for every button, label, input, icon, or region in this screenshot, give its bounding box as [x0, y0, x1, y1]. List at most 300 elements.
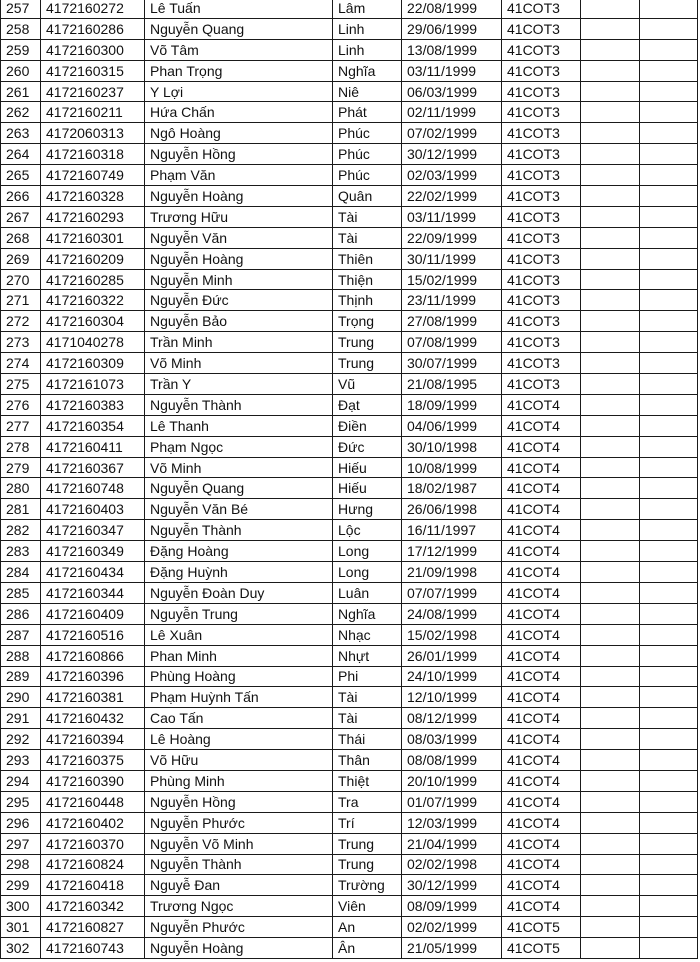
class-code: 41COT3: [502, 206, 581, 227]
class-code: 41COT3: [502, 332, 581, 353]
empty-cell: [640, 394, 698, 415]
empty-cell: [640, 603, 698, 624]
table-row: [1, 353, 698, 374]
empty-cell: [640, 0, 698, 18]
given-name: Ân: [333, 938, 402, 959]
date-of-birth: 08/03/1999: [402, 729, 502, 750]
row-number: 302: [1, 938, 41, 959]
row-number: 268: [1, 227, 41, 248]
table-row: [1, 0, 698, 18]
row-number: 267: [1, 206, 41, 227]
empty-cell: [581, 875, 640, 896]
surname-middle-name: Võ Minh: [145, 353, 333, 374]
empty-cell: [640, 896, 698, 917]
empty-cell: [640, 520, 698, 541]
student-id: 4172160743: [41, 938, 145, 959]
empty-cell: [581, 269, 640, 290]
given-name: Viên: [333, 896, 402, 917]
date-of-birth: 26/01/1999: [402, 645, 502, 666]
empty-cell: [581, 144, 640, 165]
empty-cell: [640, 645, 698, 666]
table-row: [1, 770, 698, 791]
student-id: 4172160403: [41, 499, 145, 520]
date-of-birth: 03/11/1999: [402, 60, 502, 81]
student-id: 4172160349: [41, 541, 145, 562]
given-name: Thân: [333, 750, 402, 771]
date-of-birth: 15/02/1998: [402, 624, 502, 645]
empty-cell: [640, 311, 698, 332]
table-row: [1, 854, 698, 875]
row-number: 286: [1, 603, 41, 624]
class-code: 41COT3: [502, 39, 581, 60]
table-row: [1, 791, 698, 812]
given-name: Phúc: [333, 165, 402, 186]
student-id: 4172160367: [41, 457, 145, 478]
student-id: 4172160411: [41, 436, 145, 457]
table-row: [1, 478, 698, 499]
empty-cell: [640, 812, 698, 833]
table-row: [1, 708, 698, 729]
date-of-birth: 18/02/1987: [402, 478, 502, 499]
date-of-birth: 17/12/1999: [402, 541, 502, 562]
date-of-birth: 15/02/1999: [402, 269, 502, 290]
class-code: 41COT4: [502, 687, 581, 708]
surname-middle-name: Nguyễn Đoàn Duy: [145, 582, 333, 603]
row-number: 292: [1, 729, 41, 750]
surname-middle-name: Nguyễn Hồng: [145, 144, 333, 165]
empty-cell: [581, 896, 640, 917]
table-row: [1, 81, 698, 102]
student-id: 4172160827: [41, 917, 145, 938]
table-row: [1, 123, 698, 144]
empty-cell: [581, 645, 640, 666]
surname-middle-name: Nguyễn Trung: [145, 603, 333, 624]
surname-middle-name: Phùng Hoàng: [145, 666, 333, 687]
empty-cell: [581, 39, 640, 60]
given-name: Phát: [333, 102, 402, 123]
student-id: 4172160516: [41, 624, 145, 645]
table-row: [1, 624, 698, 645]
date-of-birth: 21/09/1998: [402, 562, 502, 583]
surname-middle-name: Nguyễ Đan: [145, 875, 333, 896]
date-of-birth: 08/12/1999: [402, 708, 502, 729]
class-code: 41COT4: [502, 478, 581, 499]
date-of-birth: 24/08/1999: [402, 603, 502, 624]
given-name: Niê: [333, 81, 402, 102]
table-row: [1, 729, 698, 750]
student-id: 4172160748: [41, 478, 145, 499]
empty-cell: [640, 81, 698, 102]
row-number: 276: [1, 394, 41, 415]
empty-cell: [640, 938, 698, 959]
row-number: 299: [1, 875, 41, 896]
table-row: [1, 896, 698, 917]
surname-middle-name: Nguyễn Thành: [145, 520, 333, 541]
date-of-birth: 01/07/1999: [402, 791, 502, 812]
student-id: 4172160381: [41, 687, 145, 708]
row-number: 301: [1, 917, 41, 938]
empty-cell: [581, 562, 640, 583]
given-name: Thái: [333, 729, 402, 750]
empty-cell: [581, 248, 640, 269]
empty-cell: [640, 478, 698, 499]
table-row: [1, 541, 698, 562]
given-name: Tài: [333, 708, 402, 729]
empty-cell: [640, 206, 698, 227]
surname-middle-name: Nguyễn Hoàng: [145, 248, 333, 269]
empty-cell: [640, 833, 698, 854]
date-of-birth: 16/11/1997: [402, 520, 502, 541]
class-code: 41COT3: [502, 18, 581, 39]
empty-cell: [640, 269, 698, 290]
student-id: 4172160354: [41, 415, 145, 436]
empty-cell: [640, 39, 698, 60]
empty-cell: [640, 541, 698, 562]
empty-cell: [640, 791, 698, 812]
row-number: 297: [1, 833, 41, 854]
given-name: Phúc: [333, 123, 402, 144]
class-code: 41COT4: [502, 394, 581, 415]
surname-middle-name: Nguyễn Thành: [145, 854, 333, 875]
row-number: 270: [1, 269, 41, 290]
row-number: 260: [1, 60, 41, 81]
surname-middle-name: Nguyễn Hồng: [145, 791, 333, 812]
class-code: 41COT3: [502, 186, 581, 207]
row-number: 285: [1, 582, 41, 603]
given-name: Lâm: [333, 0, 402, 18]
empty-cell: [640, 18, 698, 39]
student-id: 4172160432: [41, 708, 145, 729]
class-code: 41COT4: [502, 520, 581, 541]
surname-middle-name: Nguyễn Hoàng: [145, 938, 333, 959]
class-code: 41COT4: [502, 624, 581, 645]
date-of-birth: 08/08/1999: [402, 750, 502, 771]
empty-cell: [640, 144, 698, 165]
empty-cell: [640, 624, 698, 645]
student-id: 4172160344: [41, 582, 145, 603]
date-of-birth: 22/09/1999: [402, 227, 502, 248]
surname-middle-name: Ngô Hoàng: [145, 123, 333, 144]
class-code: 41COT3: [502, 144, 581, 165]
surname-middle-name: Trương Hữu: [145, 206, 333, 227]
surname-middle-name: Nguyễn Văn Bé: [145, 499, 333, 520]
student-id: 4172160209: [41, 248, 145, 269]
date-of-birth: 02/03/1999: [402, 165, 502, 186]
given-name: Lộc: [333, 520, 402, 541]
empty-cell: [640, 102, 698, 123]
empty-cell: [640, 854, 698, 875]
row-number: 284: [1, 562, 41, 583]
date-of-birth: 12/03/1999: [402, 812, 502, 833]
empty-cell: [581, 436, 640, 457]
student-id: 4172161073: [41, 374, 145, 395]
empty-cell: [640, 436, 698, 457]
date-of-birth: 20/10/1999: [402, 770, 502, 791]
empty-cell: [640, 353, 698, 374]
table-row: [1, 206, 698, 227]
student-id: 4172160285: [41, 269, 145, 290]
surname-middle-name: Phan Trọng: [145, 60, 333, 81]
row-number: 283: [1, 541, 41, 562]
empty-cell: [581, 311, 640, 332]
given-name: Nhạc: [333, 624, 402, 645]
date-of-birth: 30/07/1999: [402, 353, 502, 374]
given-name: Hưng: [333, 499, 402, 520]
date-of-birth: 29/06/1999: [402, 18, 502, 39]
row-number: 266: [1, 186, 41, 207]
surname-middle-name: Phùng Minh: [145, 770, 333, 791]
student-id: 4172160375: [41, 750, 145, 771]
table-row: [1, 144, 698, 165]
empty-cell: [581, 582, 640, 603]
student-id: 4172160342: [41, 896, 145, 917]
given-name: Nghĩa: [333, 60, 402, 81]
surname-middle-name: Phạm Huỳnh Tấn: [145, 687, 333, 708]
surname-middle-name: Nguyễn Quang: [145, 18, 333, 39]
class-code: 41COT3: [502, 227, 581, 248]
empty-cell: [581, 708, 640, 729]
date-of-birth: 04/06/1999: [402, 415, 502, 436]
given-name: Tài: [333, 687, 402, 708]
row-number: 274: [1, 353, 41, 374]
row-number: 264: [1, 144, 41, 165]
student-id: 4172160749: [41, 165, 145, 186]
surname-middle-name: Lê Thanh: [145, 415, 333, 436]
class-code: 41COT3: [502, 269, 581, 290]
surname-middle-name: Phạm Ngọc: [145, 436, 333, 457]
given-name: Tra: [333, 791, 402, 812]
class-code: 41COT4: [502, 750, 581, 771]
row-number: 258: [1, 18, 41, 39]
empty-cell: [640, 582, 698, 603]
student-id: 4172160394: [41, 729, 145, 750]
row-number: 261: [1, 81, 41, 102]
empty-cell: [581, 624, 640, 645]
given-name: Thịnh: [333, 290, 402, 311]
date-of-birth: 12/10/1999: [402, 687, 502, 708]
surname-middle-name: Võ Hữu: [145, 750, 333, 771]
surname-middle-name: Đặng Hoàng: [145, 541, 333, 562]
student-id: 4172060313: [41, 123, 145, 144]
date-of-birth: 26/06/1998: [402, 499, 502, 520]
surname-middle-name: Nguyễn Đức: [145, 290, 333, 311]
table-row: [1, 833, 698, 854]
class-code: 41COT3: [502, 290, 581, 311]
table-row: [1, 603, 698, 624]
student-id: 4172160402: [41, 812, 145, 833]
empty-cell: [640, 165, 698, 186]
surname-middle-name: Nguyễn Võ Minh: [145, 833, 333, 854]
class-code: 41COT4: [502, 645, 581, 666]
class-code: 41COT3: [502, 0, 581, 18]
row-number: 259: [1, 39, 41, 60]
class-code: 41COT4: [502, 499, 581, 520]
date-of-birth: 30/12/1999: [402, 144, 502, 165]
row-number: 288: [1, 645, 41, 666]
row-number: 300: [1, 896, 41, 917]
empty-cell: [581, 81, 640, 102]
given-name: Long: [333, 562, 402, 583]
row-number: 298: [1, 854, 41, 875]
student-id: 4172160309: [41, 353, 145, 374]
empty-cell: [581, 729, 640, 750]
given-name: Trung: [333, 353, 402, 374]
surname-middle-name: Nguyễn Bảo: [145, 311, 333, 332]
table-row: [1, 415, 698, 436]
row-number: 287: [1, 624, 41, 645]
row-number: 257: [1, 0, 41, 18]
class-code: 41COT4: [502, 436, 581, 457]
empty-cell: [640, 917, 698, 938]
row-number: 295: [1, 791, 41, 812]
table-row: [1, 687, 698, 708]
given-name: Linh: [333, 39, 402, 60]
class-code: 41COT4: [502, 896, 581, 917]
student-id: 4172160448: [41, 791, 145, 812]
given-name: Luân: [333, 582, 402, 603]
empty-cell: [640, 562, 698, 583]
date-of-birth: 03/11/1999: [402, 206, 502, 227]
empty-cell: [581, 415, 640, 436]
empty-cell: [581, 0, 640, 18]
empty-cell: [581, 206, 640, 227]
given-name: Trường: [333, 875, 402, 896]
student-id: 4172160286: [41, 18, 145, 39]
class-code: 41COT4: [502, 582, 581, 603]
given-name: Long: [333, 541, 402, 562]
given-name: Linh: [333, 18, 402, 39]
empty-cell: [640, 332, 698, 353]
class-code: 41COT4: [502, 562, 581, 583]
class-code: 41COT3: [502, 123, 581, 144]
empty-cell: [640, 248, 698, 269]
empty-cell: [581, 123, 640, 144]
date-of-birth: 23/11/1999: [402, 290, 502, 311]
class-code: 41COT4: [502, 875, 581, 896]
student-id: 4171040278: [41, 332, 145, 353]
empty-cell: [640, 666, 698, 687]
class-code: 41COT4: [502, 729, 581, 750]
given-name: Trung: [333, 833, 402, 854]
empty-cell: [581, 938, 640, 959]
class-code: 41COT4: [502, 603, 581, 624]
row-number: 289: [1, 666, 41, 687]
student-id: 4172160396: [41, 666, 145, 687]
surname-middle-name: Phạm Văn: [145, 165, 333, 186]
surname-middle-name: Trương Ngọc: [145, 896, 333, 917]
empty-cell: [581, 541, 640, 562]
given-name: Tài: [333, 227, 402, 248]
roster-body: [1, 0, 698, 958]
row-number: 262: [1, 102, 41, 123]
student-id: 4172160866: [41, 645, 145, 666]
given-name: Nhựt: [333, 645, 402, 666]
given-name: Trọng: [333, 311, 402, 332]
student-id: 4172160347: [41, 520, 145, 541]
date-of-birth: 07/07/1999: [402, 582, 502, 603]
empty-cell: [581, 666, 640, 687]
surname-middle-name: Đặng Huỳnh: [145, 562, 333, 583]
empty-cell: [640, 290, 698, 311]
empty-cell: [640, 750, 698, 771]
date-of-birth: 30/12/1999: [402, 875, 502, 896]
empty-cell: [640, 123, 698, 144]
surname-middle-name: Nguyễn Quang: [145, 478, 333, 499]
class-code: 41COT4: [502, 854, 581, 875]
empty-cell: [581, 750, 640, 771]
class-code: 41COT4: [502, 708, 581, 729]
surname-middle-name: Nguyễn Phước: [145, 917, 333, 938]
given-name: Phi: [333, 666, 402, 687]
student-id: 4172160304: [41, 311, 145, 332]
table-row: [1, 436, 698, 457]
student-id: 4172160322: [41, 290, 145, 311]
surname-middle-name: Nguyễn Phước: [145, 812, 333, 833]
empty-cell: [581, 791, 640, 812]
given-name: Nghĩa: [333, 603, 402, 624]
row-number: 296: [1, 812, 41, 833]
table-row: [1, 394, 698, 415]
class-code: 41COT3: [502, 165, 581, 186]
class-code: 41COT4: [502, 833, 581, 854]
table-row: [1, 645, 698, 666]
empty-cell: [640, 729, 698, 750]
row-number: 278: [1, 436, 41, 457]
empty-cell: [640, 708, 698, 729]
table-row: [1, 332, 698, 353]
empty-cell: [581, 290, 640, 311]
given-name: Hiếu: [333, 457, 402, 478]
surname-middle-name: Hứa Chấn: [145, 102, 333, 123]
table-row: [1, 562, 698, 583]
student-id: 4172160824: [41, 854, 145, 875]
class-code: 41COT4: [502, 541, 581, 562]
date-of-birth: 07/08/1999: [402, 332, 502, 353]
surname-middle-name: Nguyễn Hoàng: [145, 186, 333, 207]
date-of-birth: 21/04/1999: [402, 833, 502, 854]
student-id: 4172160211: [41, 102, 145, 123]
date-of-birth: 27/08/1999: [402, 311, 502, 332]
given-name: Thiên: [333, 248, 402, 269]
empty-cell: [581, 60, 640, 81]
given-name: An: [333, 917, 402, 938]
empty-cell: [581, 833, 640, 854]
empty-cell: [581, 102, 640, 123]
empty-cell: [640, 457, 698, 478]
empty-cell: [581, 854, 640, 875]
row-number: 275: [1, 374, 41, 395]
empty-cell: [581, 353, 640, 374]
surname-middle-name: Trần Minh: [145, 332, 333, 353]
class-code: 41COT4: [502, 457, 581, 478]
row-number: 279: [1, 457, 41, 478]
empty-cell: [581, 478, 640, 499]
given-name: Vũ: [333, 374, 402, 395]
table-row: [1, 290, 698, 311]
empty-cell: [640, 770, 698, 791]
date-of-birth: 21/05/1999: [402, 938, 502, 959]
table-row: [1, 60, 698, 81]
class-code: 41COT5: [502, 917, 581, 938]
date-of-birth: 30/11/1999: [402, 248, 502, 269]
row-number: 271: [1, 290, 41, 311]
date-of-birth: 02/02/1999: [402, 917, 502, 938]
class-code: 41COT3: [502, 248, 581, 269]
class-code: 41COT3: [502, 102, 581, 123]
student-id: 4172160272: [41, 0, 145, 18]
student-id: 4172160301: [41, 227, 145, 248]
row-number: 281: [1, 499, 41, 520]
